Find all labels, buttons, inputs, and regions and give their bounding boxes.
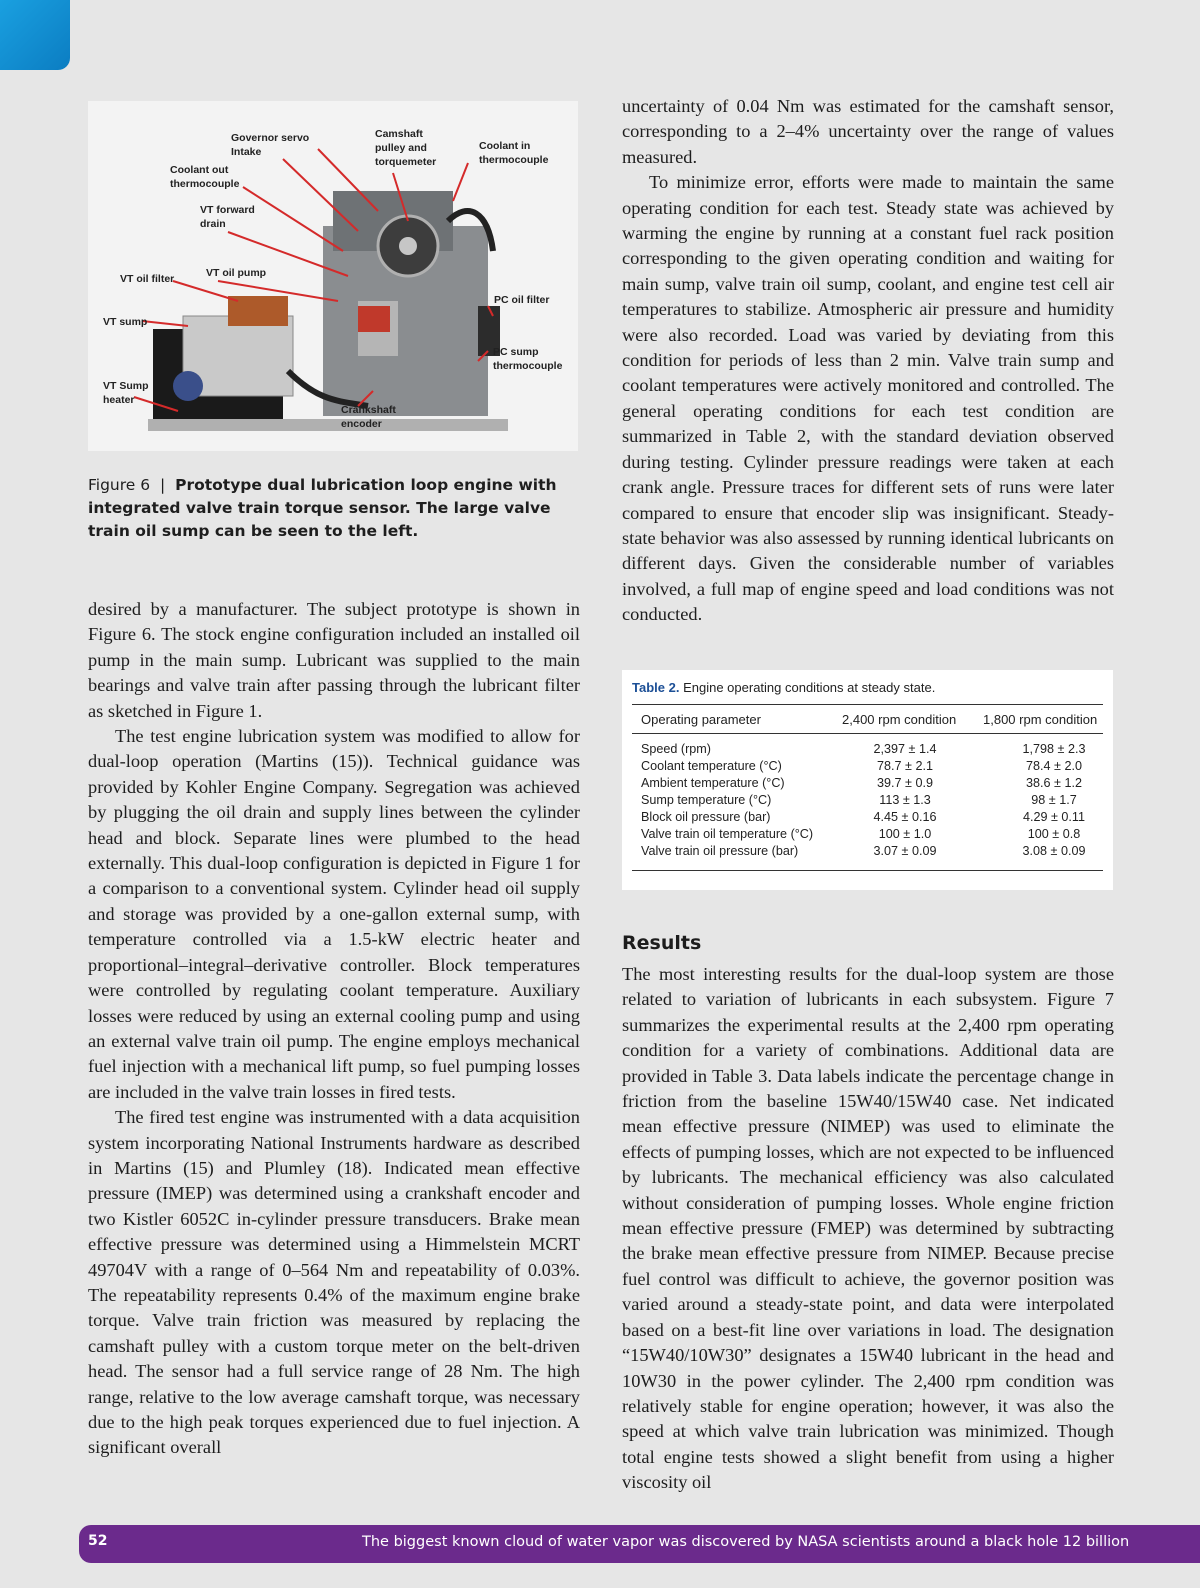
left-column-text bbox=[88, 597, 580, 1461]
label-governor-servo-intake: Governor servo Intake bbox=[231, 132, 310, 158]
right-column-text bbox=[622, 94, 1114, 628]
figure-6-engine-photo bbox=[88, 101, 578, 451]
label-vt-sump-heater: VT Sump heater bbox=[103, 380, 149, 406]
table-cell: 78.4 ± 2.0 bbox=[1026, 759, 1082, 773]
table-cell: 100 ± 1.0 bbox=[878, 827, 932, 841]
table-number: Table 2. bbox=[632, 680, 680, 695]
caption-text: Prototype dual lubrication loop engine with integrated valve train torque sensor. The large valve train oil sump can be seen to the left. bbox=[88, 476, 557, 540]
table-cell: 3.07 ± 0.09 bbox=[873, 844, 937, 858]
label-coolant-out: Coolant out thermocouple bbox=[170, 164, 240, 190]
paragraph: The fired test engine was instrumented with a data acquisition system incorporating National Instruments hardware as described in Martins (15) and Plumley (18). Indicated mean effective pressure (IMEP) was determined using a crankshaft encoder and two Kistler 6052C in-cylinder pressure transducers. Brake mean effective pressure was determined using a Himmelstein MCRT 49704V with a range of 0–564 Nm and repeatability of 0.03%. The repeatability represents 0.4% of the maximum engine brake torque. Valve train friction was measured by replacing the camshaft pulley with a custom torque meter on the belt-driven head. The sensor had a full service range of 28 Nm. The high range, relative to the low average camshaft torque, was necessary due to the high peak torques experienced due to fuel injection. A significant overall bbox=[88, 1107, 580, 1458]
table-cell: 100 ± 0.8 bbox=[1027, 827, 1081, 841]
results-text bbox=[622, 962, 1114, 1496]
label-coolant-in: Coolant in thermocouple bbox=[479, 140, 549, 166]
label-vt-oil-filter: VT oil filter bbox=[120, 273, 175, 285]
label-crankshaft-encoder: Crankshaft encoder bbox=[341, 404, 396, 430]
label-camshaft-pulley: Camshaft pulley and torquemeter bbox=[375, 128, 437, 168]
table-header-rule bbox=[632, 733, 1103, 734]
table-cell: 2,397 ± 1.4 bbox=[873, 742, 937, 756]
table-cell: Coolant temperature (°C) bbox=[641, 759, 782, 773]
paragraph: To minimize error, efforts were made to maintain the same operating condition for each test. Steady state was achieved by warming the engine by running at a constant fuel rack position corresponding to the given operating condition and waiting for main sump, valve train oil sump, coolant, and engine test cell air temperatures to stabilize. Atmospheric air pressure and humidity were also recorded. Load was varied by deviating from this condition for periods of less than 2 min. Valve train sump and coolant temperatures were actively monitored and controlled. The general operating conditions for each test condition are summarized in Table 2, with the standard deviation observed during testing. Cylinder pressure readings were taken at each crank angle. Pressure traces for different sets of runs were later compared to ensure that encoder slip was insignificant. Steady-state behavior was also assessed by running identical lubricants on different days. Given the considerable number of variables involved, a full map of engine speed and load conditions was not conducted. bbox=[622, 172, 1114, 625]
table-cell: 38.6 ± 1.2 bbox=[1026, 776, 1082, 790]
figure-caption bbox=[88, 474, 583, 543]
table-cell: 3.08 ± 0.09 bbox=[1022, 844, 1086, 858]
table-cell: 113 ± 1.3 bbox=[879, 793, 931, 807]
label-pc-sump-thermocouple: PC sump thermocouple bbox=[493, 346, 563, 372]
table-header-parameter: Operating parameter bbox=[641, 712, 761, 727]
table-cell: 78.7 ± 2.1 bbox=[877, 759, 933, 773]
table-cell: Ambient temperature (°C) bbox=[641, 776, 785, 790]
pump-label bbox=[358, 306, 390, 332]
table-title: Engine operating conditions at steady state. bbox=[683, 680, 936, 695]
table-cell: Block oil pressure (bar) bbox=[641, 810, 771, 824]
page-number: 52 bbox=[88, 1533, 108, 1549]
table-caption bbox=[632, 680, 935, 695]
table-2 bbox=[622, 670, 1113, 890]
caption-separator: | bbox=[159, 476, 166, 494]
table-header-1800: 1,800 rpm condition bbox=[983, 712, 1098, 727]
paragraph: The most interesting results for the dual-loop system are those related to variation of lubricants in each subsystem. Figure 7 summarizes the experimental results at the 2,400 rpm operating condition for a variety of combinations. Additional data are provided in Table 3. Data labels indicate the percentage change in friction from the baseline 15W40/15W40 case. Net indicated mean effective pressure (NIMEP) was used to eliminate the effects of pumping losses, which are not expected to be influenced by lubricants. The mechanical efficiency was also calculated without consideration of pumping losses. Whole engine friction mean effective pressure (FMEP) was determined by subtracting the brake mean effective pressure from NIMEP. Because precise fuel control was difficult to achieve, the governor position was varied around a steady-state point, and data were interpolated based on a best-fit line over variations in load. The designation “15W40/10W30” designates a 15W40 lubricant in the head and 10W30 in the power cylinder. The 2,400 rpm condition was relatively stable for engine operation; however, it was also the speed at which valve train lubrication was minimized. Though total engine tests showed a slight benefit from using a higher viscosity oil bbox=[622, 964, 1114, 1493]
table-cell: Valve train oil temperature (°C) bbox=[641, 827, 814, 841]
label-vt-oil-pump: VT oil pump bbox=[206, 267, 267, 279]
table-cell: 98 ± 1.7 bbox=[1031, 793, 1077, 807]
table-bottom-rule bbox=[632, 870, 1103, 871]
table-cell: 39.7 ± 0.9 bbox=[877, 776, 933, 790]
paragraph: desired by a manufacturer. The subject prototype is shown in Figure 6. The stock engine configuration included an installed oil pump in the main sump. Lubricant was supplied to the main bearings and valve train after passing through the lubricant filter as sketched in Figure 1. bbox=[88, 599, 580, 721]
engine-stand bbox=[148, 419, 508, 431]
label-vt-forward-drain: VT forward drain bbox=[200, 204, 255, 230]
figure-number: Figure 6 bbox=[88, 476, 151, 494]
label-vt-sump: VT sump bbox=[103, 316, 148, 328]
paragraph: The test engine lubrication system was modified to allow for dual-loop operation (Martins (15)). Technical guidance was provided by Kohler Engine Company. Segregation was achieved by plugging the oil drain and supply lines between the cylinder head and block. Separate lines were plumbed to the head externally. This dual-loop configuration is depicted in Figure 1 for a comparison to a conventional system. Cylinder head oil supply and storage was provided by a one-gallon external sump, with temperature controlled via a 1.5-kW electric heater and proportional–integral–derivative controller. Block temperatures were controlled by regulating coolant temperature. Auxiliary losses were reduced by using an external cooling pump and using an external valve train oil pump. The engine employs mechanical fuel injection with a mechanical lift pump, so fuel pumping losses are included in the valve train losses in fired tests. bbox=[88, 726, 580, 1102]
table-cell: Speed (rpm) bbox=[641, 742, 711, 756]
table-cell: 4.29 ± 0.11 bbox=[1023, 810, 1085, 824]
camshaft-hub bbox=[399, 237, 417, 255]
label-pc-oil-filter: PC oil filter bbox=[494, 294, 550, 306]
results-heading: Results bbox=[622, 932, 702, 954]
table-header-2400: 2,400 rpm condition bbox=[842, 712, 957, 727]
table-cell: 4.45 ± 0.16 bbox=[873, 810, 937, 824]
footer-fact-text: The biggest known cloud of water vapor was discovered by NASA scientists around a black hole 12 billion bbox=[362, 1534, 1130, 1550]
paragraph: uncertainty of 0.04 Nm was estimated for the camshaft sensor, corresponding to a 2–4% uncertainty over the range of values measured. bbox=[622, 96, 1114, 167]
table-cell: 1,798 ± 2.3 bbox=[1022, 742, 1086, 756]
table-cell: Sump temperature (°C) bbox=[641, 793, 772, 807]
corner-tab bbox=[0, 0, 70, 70]
flag-badge bbox=[173, 371, 203, 401]
table-top-rule bbox=[632, 704, 1103, 705]
table-cell: Valve train oil pressure (bar) bbox=[641, 844, 799, 858]
